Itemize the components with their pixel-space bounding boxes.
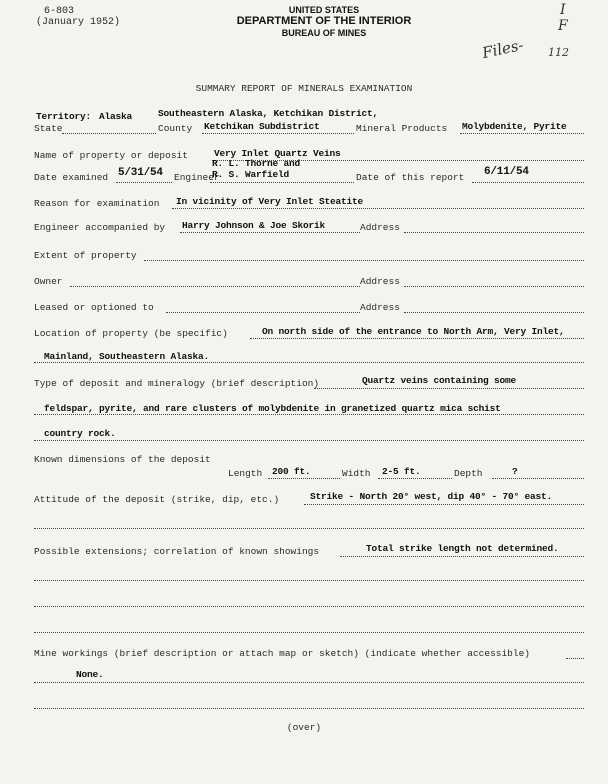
form-date: (January 1952) xyxy=(36,17,121,28)
length-value: 200 ft. xyxy=(272,466,311,477)
engineer-value: R. S. Warfield xyxy=(212,169,290,180)
handwritten-files: Files- xyxy=(480,35,526,63)
date-examined-value: 5/31/54 xyxy=(118,167,163,179)
location-label: Location of property (be specific) xyxy=(34,328,228,339)
accompanied-label: Engineer accompanied by xyxy=(34,222,166,233)
form-number: 6-803 xyxy=(44,6,75,17)
date-report-value: 6/11/54 xyxy=(484,166,529,178)
mineral-products-value: Molybdenite, Pyrite xyxy=(462,121,567,132)
header-line1: UNITED STATES xyxy=(288,5,360,15)
width-label: Width xyxy=(342,468,371,479)
attitude-label: Attitude of the deposit (strike, dip, etc.) xyxy=(34,494,280,505)
handwritten-corner-2: F xyxy=(558,18,568,34)
deposit-type-value-3: country rock. xyxy=(44,428,116,439)
extent-label: Extent of property xyxy=(34,250,137,261)
deposit-type-value-1: Quartz veins containing some xyxy=(362,375,517,386)
owner-label: Owner xyxy=(34,276,63,287)
state-value: Alaska xyxy=(99,111,133,122)
date-report-label: Date of this report xyxy=(356,172,465,183)
reason-value: In vicinity of Very Inlet Steatite xyxy=(176,196,364,207)
accompanied-value: Harry Johnson & Joe Skorik xyxy=(182,220,326,231)
property-name-value: Very Inlet Quartz Veins xyxy=(214,148,341,159)
mine-workings-label: Mine workings (brief description or attach map or sketch) (indicate whether accessible) xyxy=(34,648,530,659)
extensions-value: Total strike length not determined. xyxy=(366,543,559,554)
deposit-type-value-2: feldspar, pyrite, and rare clusters of molybdenite in granetized quartz mica schist xyxy=(44,403,501,414)
location-value-2: Mainland, Southeastern Alaska. xyxy=(44,351,210,362)
engineer-label: Engineer xyxy=(174,172,220,183)
deposit-type-label: Type of deposit and mineralogy (brief description) xyxy=(34,378,320,389)
header-line3: BUREAU OF MINES xyxy=(281,28,367,38)
leased-label: Leased or optioned to xyxy=(34,302,154,313)
report-title: SUMMARY REPORT OF MINERALS EXAMINATION xyxy=(195,83,413,94)
reason-label: Reason for examination xyxy=(34,198,160,209)
county-value: Ketchikan Subdistrict xyxy=(204,121,320,132)
mine-workings-value: None. xyxy=(76,669,104,680)
location-value-1: On north side of the entrance to North Arm, Very Inlet, xyxy=(262,326,565,337)
width-value: 2-5 ft. xyxy=(382,466,421,477)
over-footer: (over) xyxy=(286,722,322,733)
handwritten-number: 112 xyxy=(548,46,569,59)
address-label-1: Address xyxy=(360,222,400,233)
depth-value: ? xyxy=(512,466,518,477)
known-dimensions-label: Known dimensions of the deposit xyxy=(34,454,211,465)
date-examined-label: Date examined xyxy=(34,172,109,183)
address-label-3: Address xyxy=(360,302,400,313)
address-label-2: Address xyxy=(360,276,400,287)
territory-label: Territory: xyxy=(36,111,92,122)
mineral-products-label: Mineral Products xyxy=(356,123,448,134)
depth-label: Depth xyxy=(454,468,483,479)
county-label: County xyxy=(158,123,193,134)
state-label: State xyxy=(34,123,63,134)
extensions-label: Possible extensions; correlation of known showings xyxy=(34,546,320,557)
header-line2: DEPARTMENT OF THE INTERIOR xyxy=(236,15,412,27)
engineer-line1-value: R. L. Thorne and xyxy=(212,158,301,169)
property-name-label: Name of property or deposit xyxy=(34,150,188,161)
handwritten-corner-1: I xyxy=(560,2,566,18)
attitude-value: Strike - North 20° west, dip 40° - 70° east. xyxy=(310,491,553,502)
county-line1-value: Southeastern Alaska, Ketchikan District, xyxy=(158,108,379,119)
length-label: Length xyxy=(228,468,263,479)
